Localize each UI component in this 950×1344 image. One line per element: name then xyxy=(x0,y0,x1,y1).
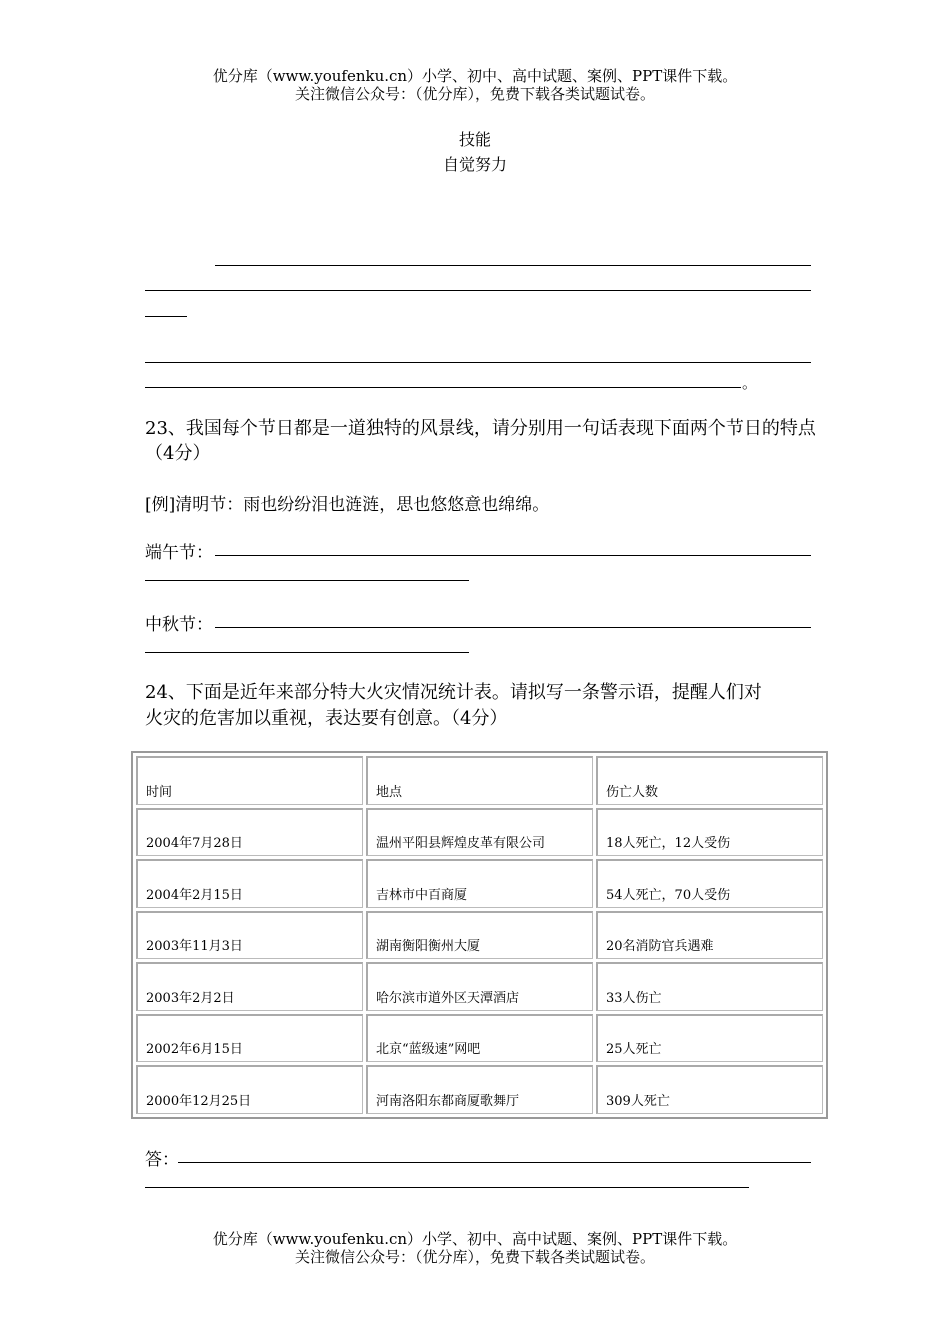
zhongqiu-answer-line[interactable] xyxy=(145,652,469,653)
answer-line xyxy=(215,265,811,266)
table-cell: 哈尔滨市道外区天潭酒店 xyxy=(366,962,593,1011)
header-cell-place: 地点 xyxy=(366,756,593,805)
table-cell: 北京“蓝级速”网吧 xyxy=(366,1014,593,1063)
table-row xyxy=(136,808,823,857)
duanwu-answer-line[interactable] xyxy=(145,580,469,581)
table-row xyxy=(136,911,823,960)
q23-duanwu-label: 端午节： xyxy=(145,543,213,563)
duanwu-answer-line[interactable] xyxy=(215,555,811,556)
answer-line xyxy=(145,290,811,291)
table-cell: 309人死亡 xyxy=(596,1065,823,1114)
header-cell-casualties: 伤亡人数 xyxy=(596,756,823,805)
page-header-line2: 关注微信公众号：（优分库），免费下载各类试题试卷。 xyxy=(294,85,655,103)
q23-example: [例]清明节：雨也纷纷泪也涟涟，思也悠悠意也绵绵。 xyxy=(145,495,550,515)
q23-title-line1: 23、我国每个节日都是一道独特的风景线，请分别用一句话表现下面两个节日的特点 xyxy=(145,418,816,439)
table-cell: 湖南衡阳衡州大厦 xyxy=(366,911,593,960)
q23-zhongqiu-label: 中秋节： xyxy=(145,615,213,635)
q23-title-line2: （4分） xyxy=(145,443,211,464)
page-footer-line1: 优分库（www.youfenku.cn）小学、初中、高中试题、案例、PPT课件下载。 xyxy=(212,1230,738,1248)
table-cell: 33人伤亡 xyxy=(596,962,823,1011)
q24-answer-line[interactable] xyxy=(178,1162,811,1163)
table-cell: 20名消防官兵遇难 xyxy=(596,911,823,960)
table-row xyxy=(136,1014,823,1063)
table-row xyxy=(136,1065,823,1114)
table-cell: 54人死亡，70人受伤 xyxy=(596,859,823,908)
table-cell: 温州平阳县辉煌皮革有限公司 xyxy=(366,808,593,857)
period-mark: 。 xyxy=(742,374,758,392)
page-footer-line2: 关注微信公众号：（优分库），免费下载各类试题试卷。 xyxy=(294,1248,655,1266)
fire-statistics-table xyxy=(131,751,828,1119)
table-cell: 2000年12月25日 xyxy=(136,1065,363,1114)
table-cell: 2004年2月15日 xyxy=(136,859,363,908)
q24-title-line2: 火灾的危害加以重视，表达要有创意。（4分） xyxy=(145,708,508,729)
word-self-effort: 自觉努力 xyxy=(442,155,507,174)
page-header-line1: 优分库（www.youfenku.cn）小学、初中、高中试题、案例、PPT课件下载。 xyxy=(212,67,738,85)
answer-line xyxy=(145,387,741,388)
q24-answer-line[interactable] xyxy=(145,1187,749,1188)
table-cell: 2004年7月28日 xyxy=(136,808,363,857)
word-skill: 技能 xyxy=(458,130,491,149)
q24-answer-label: 答： xyxy=(145,1150,179,1170)
table-cell: 2003年2月2日 xyxy=(136,962,363,1011)
answer-line xyxy=(145,316,187,317)
table-cell: 2002年6月15日 xyxy=(136,1014,363,1063)
table-cell: 2003年11月3日 xyxy=(136,911,363,960)
q24-title-line1: 24、下面是近年来部分特大火灾情况统计表。请拟写一条警示语，提醒人们对 xyxy=(145,682,762,703)
table-cell: 25人死亡 xyxy=(596,1014,823,1063)
table-cell: 吉林市中百商厦 xyxy=(366,859,593,908)
table-header-row xyxy=(136,756,823,805)
table-cell: 18人死亡，12人受伤 xyxy=(596,808,823,857)
zhongqiu-answer-line[interactable] xyxy=(215,627,811,628)
answer-line xyxy=(145,362,811,363)
table-row xyxy=(136,859,823,908)
table-cell: 河南洛阳东都商厦歌舞厅 xyxy=(366,1065,593,1114)
table-row xyxy=(136,962,823,1011)
header-cell-time: 时间 xyxy=(136,756,363,805)
